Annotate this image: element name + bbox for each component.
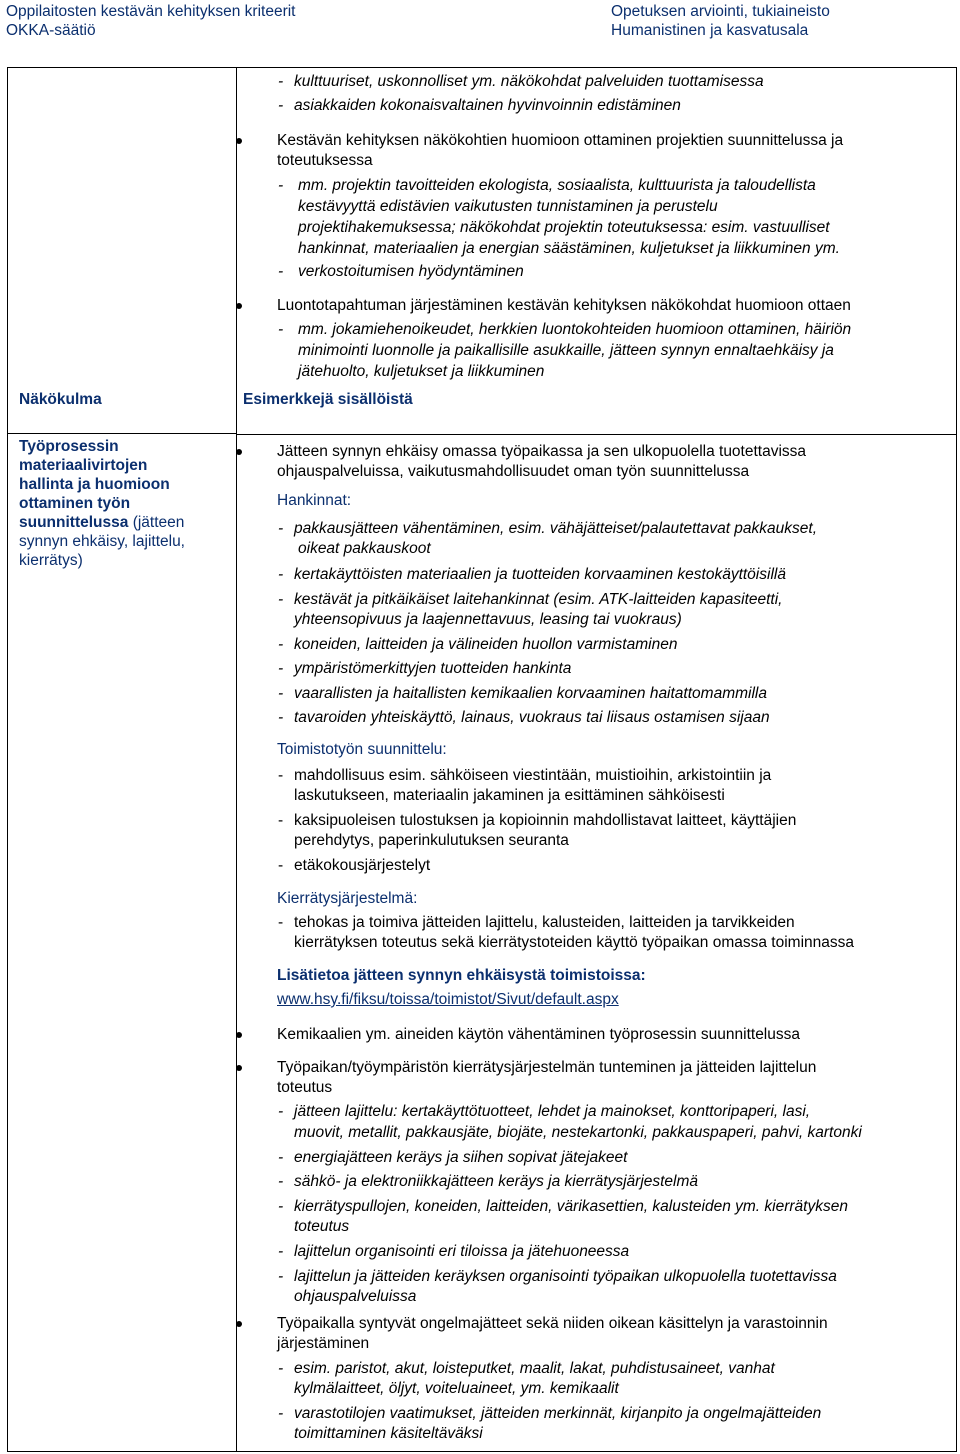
list-item: - kertakäyttöisten materiaalien ja tuotteiden korvaaminen kestokäyttöisillä: [278, 566, 786, 583]
list-item: - asiakkaiden kokonaisvaltainen hyvinvoinnin edistäminen: [278, 97, 681, 114]
list-item: - mahdollisuus esim. sähköiseen viestintään, muistioihin, arkistointiin ja: [278, 767, 772, 784]
list-line: jätehuolto, kuljetukset ja liikkuminen: [298, 363, 545, 380]
lisatietoa-link-wrap: [277, 990, 619, 1011]
list-line: toimittaminen käsiteltäväksi: [294, 1425, 483, 1442]
topic-line: (jätteen: [132, 514, 185, 531]
row-divider-left: [8, 433, 236, 434]
examples-heading: Esimerkkejä sisällöistä: [243, 391, 413, 408]
header-left-title: Oppilaitosten kestävän kehityksen kriteerit: [6, 3, 296, 20]
list-item: - tehokas ja toimiva jätteiden lajittelu, kalusteiden, laitteiden ja tarvikkeiden: [278, 914, 795, 931]
bullet-item: Kemikaalien ym. aineiden käytön vähentäminen työprosessin suunnittelussa: [277, 1025, 800, 1046]
bullet-item: Työpaikalla syntyvät ongelmajätteet sekä niiden oikean käsittelyn ja varastoinnin: [277, 1314, 828, 1335]
list-line: yhteensopivuus ja laajennettavuus, leasing tai vuokraus): [294, 611, 682, 628]
header-right: [611, 2, 830, 40]
header-left-org: OKKA-säätiö: [6, 22, 96, 39]
topic-line: synnyn ehkäisy, lajittelu,: [19, 533, 185, 550]
list-item: - kierrätyspullojen, koneiden, laitteiden, värikasettien, kalusteiden ym. kierrätyksen: [278, 1198, 848, 1215]
list-item: - esim. paristot, akut, loisteputket, maalit, lakat, puhdistusaineet, vanhat: [278, 1360, 775, 1377]
list-line: muovit, metallit, pakkausjäte, biojäte, nestekartonki, pakkauspaperi, pahvi, kartonki: [294, 1124, 862, 1141]
topic-line: kierrätys): [19, 552, 83, 569]
list-line: hankinnat, materiaalien ja energian säästäminen, kuljetukset ja liikkuminen ym.: [298, 240, 840, 257]
column-divider: [236, 68, 237, 1451]
list-item: - jätteen lajittelu: kertakäyttötuotteet, lehdet ja mainokset, konttoripaperi, lasi,: [278, 1103, 811, 1120]
row-divider-right: [236, 434, 956, 435]
toimisto-heading: Toimistotyön suunnittelu:: [277, 741, 447, 758]
bullet-line: toteutus: [277, 1079, 333, 1096]
lisatietoa-heading: Lisätietoa jätteen synnyn ehkäisystä toimistoissa:: [277, 967, 646, 984]
bullet-line: järjestäminen: [277, 1335, 370, 1352]
topic-line: materiaalivirtojen: [19, 457, 148, 474]
list-item: - pakkausjätteen vähentäminen, esim. vähäjätteiset/palautettavat pakkaukset,: [278, 520, 818, 537]
list-item: - lajittelun ja jätteiden keräyksen organisointi työpaikan ulkopuolella tuotettavissa: [278, 1268, 837, 1285]
list-item: - lajittelun organisointi eri tiloissa ja jätehuoneessa: [278, 1243, 630, 1260]
list-item: - etäkokousjärjestelyt: [278, 857, 431, 874]
topic-line: Työprosessin: [19, 438, 119, 455]
header-left: [6, 2, 295, 40]
hankinnat-heading: Hankinnat:: [277, 492, 352, 509]
list-item: - koneiden, laitteiden ja välineiden huollon varmistaminen: [278, 636, 678, 653]
perspective-heading: Näkökulma: [19, 391, 102, 408]
list-item: - energiajätteen keräys ja siihen sopivat jätejakeet: [278, 1149, 628, 1166]
bullet-item: Jätteen synnyn ehkäisy omassa työpaikassa ja sen ulkopuolella tuotettavissa: [277, 442, 806, 463]
page-header: [0, 0, 960, 40]
hsy-link[interactable]: www.hsy.fi/fiksu/toissa/toimistot/Sivut/default.aspx: [277, 991, 619, 1008]
list-item: - mm. jokamiehenoikeudet, herkkien luontokohteiden huomioon ottaminen, häiriön: [278, 321, 852, 338]
list-line: perehdytys, paperinkulutuksen seuranta: [294, 832, 569, 849]
topic-line: hallinta ja huomioon: [19, 476, 170, 493]
topic-line: suunnittelussa: [19, 514, 129, 531]
topic-line: ottaminen työn: [19, 495, 131, 512]
list-line: toteutus: [294, 1218, 350, 1235]
list-item: - tavaroiden yhteiskäyttö, lainaus, vuokraus tai liisaus ostamisen sijaan: [278, 709, 770, 726]
bullet-item: Työpaikan/työympäristön kierrätysjärjestelmän tunteminen ja jätteiden lajittelun: [277, 1058, 816, 1079]
bullet-line: toteutuksessa: [277, 152, 373, 169]
list-line: kestävyyttä edistävien vaikutusten tunnistaminen ja perustelu: [298, 198, 718, 215]
list-item: - vaarallisten ja haitallisten kemikaalien korvaaminen haitattomammilla: [278, 685, 767, 702]
list-line: laskutukseen, materiaalin jakaminen ja esittäminen sähköisesti: [294, 787, 725, 804]
list-item: - varastotilojen vaatimukset, jätteiden merkinnät, kirjanpito ja ongelmajätteiden: [278, 1405, 822, 1422]
header-right-subtitle: Humanistinen ja kasvatusala: [611, 22, 809, 39]
list-line: ohjauspalveluissa: [294, 1288, 417, 1305]
bullet-item: Luontotapahtuman järjestäminen kestävän kehityksen näkökohdat huomioon ottaen: [277, 296, 851, 317]
list-line: oikeat pakkauskoot: [298, 540, 431, 557]
list-item: - mm. projektin tavoitteiden ekologista, sosiaalista, kulttuurista ja taloudellista: [278, 177, 816, 194]
list-item: - kulttuuriset, uskonnolliset ym. näkökohdat palveluiden tuottamisessa: [278, 73, 764, 90]
list-line: minimointi luonnolle ja paikallisille asukkaille, jätteen synnyn ennaltaehkäisy ja: [298, 342, 834, 359]
list-item: - kestävät ja pitkäikäiset laitehankinnat (esim. ATK-laitteiden kapasiteetti,: [278, 591, 783, 608]
perspective-topic: [19, 437, 229, 570]
bullet-item: Kestävän kehityksen näkökohtien huomioon ottaminen projektien suunnittelussa ja: [277, 131, 843, 152]
list-line: kierrätyksen toteutus sekä kierrätystoteiden käyttö työpaikan omassa toiminnassa: [294, 934, 854, 951]
header-right-title: Opetuksen arviointi, tukiaineisto: [611, 3, 830, 20]
list-line: kylmälaitteet, öljyt, voiteluaineet, ym. kemikaalit: [294, 1380, 619, 1397]
list-item: - verkostoitumisen hyödyntäminen: [278, 263, 524, 280]
bullet-line: ohjauspalveluissa, vaikutusmahdollisuudet oman työn suunnittelussa: [277, 463, 750, 480]
kierratys-heading: Kierrätysjärjestelmä:: [277, 890, 418, 907]
list-item: - ympäristömerkittyjen tuotteiden hankinta: [278, 660, 572, 677]
list-item: - kaksipuoleisen tulostuksen ja kopioinnin mahdollistavat laitteet, käyttäjien: [278, 812, 797, 829]
list-item: - sähkö- ja elektroniikkajätteen keräys ja kierrätysjärjestelmä: [278, 1173, 699, 1190]
list-line: projektihakemuksessa; näkökohdat projektin toteutuksessa: esim. vastuulliset: [298, 219, 830, 236]
